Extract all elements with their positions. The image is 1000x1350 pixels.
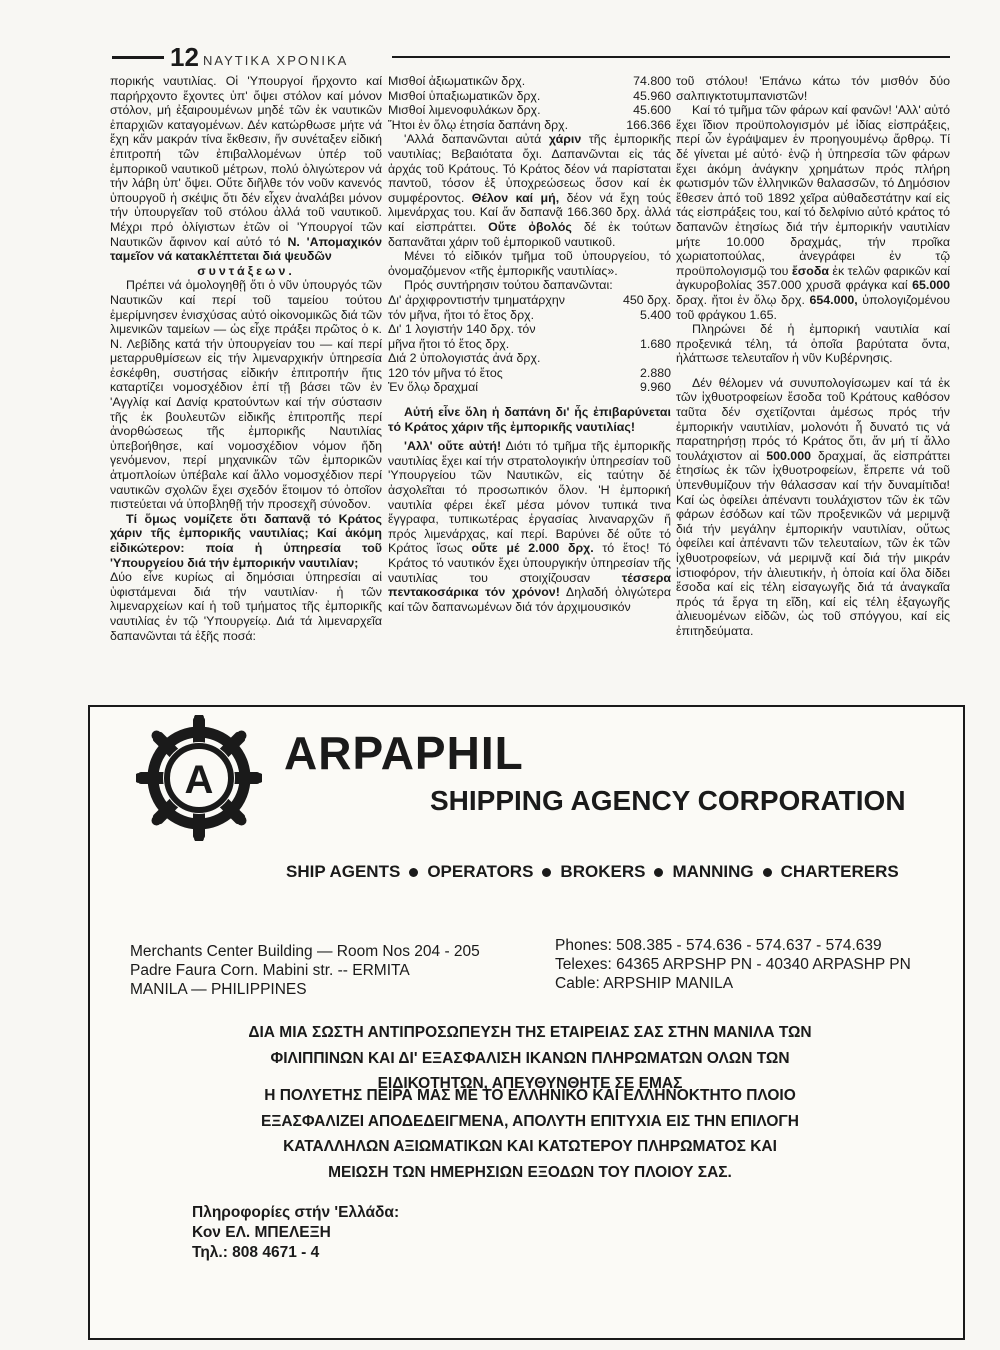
- cost-label: Δι' ἀρχιφροντιστήν τμηματάρχην: [388, 292, 565, 307]
- col2-text: Διότι τό τμῆμα τῆς ἐμπορικῆς ναυτιλίας ἔχει καί τήν στρατολογικήν ὑπηρεσίαν τοῦ 'Υπουργείου τῶν Ναυτικῶν, εἰς ταύτην δέ ἀσχολεῖται τό προσωπικόν ὅλον. 'Η ἐμπορική ναυτιλία φέρει ἐκεῖ μέσα μόνον τυπικά τινα ἔγγραφα, τυπικωτέρας ἐργασίας λιναναρχῶν ἤ πρός λιμενάρχας, καί περί. Βαρύνει δέ οὔτε τό Κράτος ἴσως: [388, 439, 671, 556]
- service-item: MANNING: [672, 862, 754, 881]
- cost-value: 9.960: [639, 380, 671, 395]
- ad-message-experience: [160, 1083, 900, 1185]
- col2-bold: χάριν: [548, 132, 582, 147]
- page-number: 12: [170, 42, 199, 72]
- cost-table: [388, 293, 671, 395]
- message-line: ΔΙΑ ΜΙΑ ΣΩΣΤΗ ΑΝΤΙΠΡΟΣΩΠΕΥΣΗ ΤΗΣ ΕΤΑΙΡΕΙΑΣ ΣΑΣ ΣΤΗΝ ΜΑΝΙΛΑ ΤΩΝ: [248, 1024, 812, 1041]
- col3-text: δραχ. ἤτοι ἐν ὅλῳ δρχ.: [676, 292, 810, 307]
- message-line: ΕΙΔΙΚΟΤΗΤΩΝ, ΑΠΕΥΘΥΝΘΗΤΕ ΣΕ ΕΜΑΣ: [377, 1075, 683, 1092]
- salary-row: [388, 74, 671, 89]
- col2-paragraph-5: [388, 439, 671, 614]
- company-brand: ARPAPHIL: [284, 727, 524, 779]
- cost-row: [388, 322, 671, 337]
- cost-row: [388, 293, 671, 308]
- salary-value: 74.800: [633, 74, 671, 88]
- col2-paragraph-1: [388, 132, 671, 249]
- header-rule-left: [112, 56, 164, 59]
- cost-row: [388, 308, 671, 323]
- col2-text: τό ἔτος! Τό Κράτος τό ναυτικόν ἔχει ὑπουργικήν ὑπηρεσίαν τῆς ναυτιλίας του στοιχίζουσαν: [388, 541, 671, 585]
- col3-paragraph-3: Πληρώνει δέ ἡ ἐμπορική ναυτιλία καί προξενικά τέλη, τά ὁποῖα βαρύτατα ὄντα, ἠλάττωσε τελευταῖον ἡ νῦν Κυβέρνησις.: [676, 322, 950, 366]
- col2-text: δέ ἐκ τούτων δαπανᾶται χάριν τοῦ ἐμπορικοῦ ναυτικοῦ.: [388, 219, 671, 249]
- col3-bold: 500.000: [766, 448, 811, 463]
- message-line: ΦΙΛΙΠΠΙΝΩΝ ΚΑΙ ΔΙ' ΕΞΑΣΦΑΛΙΣΗ ΙΚΑΝΩΝ ΠΛΗΡΩΜΑΤΩΝ ΟΛΩΝ ΤΩΝ: [270, 1049, 790, 1067]
- message-line: ΕΞΑΣΦΑΛΙΖΕΙ ΑΠΟΔΕΔΕΙΓΜΕΝΑ, ΑΠΟΛΥΤΗ ΕΠΙΤΥΧΙΑ ΕΙΣ ΤΗΝ ΕΠΙΛΟΓΗ: [261, 1112, 799, 1130]
- spacer: [676, 366, 950, 376]
- col2-bold: τέσσερα πεντακοσάρικα τόν χρόνον!: [388, 570, 671, 600]
- col2-bold: Θέλον καί μή,: [471, 190, 560, 205]
- contact-line: Phones: 508.385 - 574.636 - 574.637 - 574.639: [555, 937, 882, 954]
- col1-paragraph-2: Πρέπει νά ὁμολογηθῇ ὅτι ὁ νῦν ὑπουργός τῶν Ναυτικῶν καί περί τοῦ ταμείου τούτου ἐμερίμνησεν ἐνισχύσας αὐτό οἰκονομικῶς διά τῶν λιμενικῶν ταμείων — ὡς εἶχε πράξει πρῶτος ὁ κ. Ν. Λεβίδης κατά τήν ὑπουργείαν του — καί περί μεταρρυθμίσεων εἰς τήν λιμεναρχικήν ὑπηρεσία ἐσκέφθη, συστήσας εἰδικήν ἐπιτροπήν ἥτις καταρτίζει νομοσχέδιον ἐπί τῇ βάσει τῶν ἐν 'Αγγλίᾳ καί Δανίᾳ κρατούντων καί τήν σύστασιν τῆς ἐκ βουλευτῶν εἰδικῆς ἐπιτροπῆς περί ἀνορθώσεως τῆς ἐμπορικῆς Ναυτιλίας ὑπεβοήθησε, καί νομοσχέδιον νόμον ἤδη γενόμενον, περί μηχανικῶν τῶν ἐμπορικῶν ἀτμοπλοίων ὑπέβαλε καί ἄλλο νομοσχέδιον περί ναυτικῶν σχολῶν ἔχει σχεδόν ἕτοιμον τό ὁποῖον πιστεύεται νά ὑποβληθῇ τήν προσεχῆ σύνοδον.: [110, 278, 382, 512]
- service-item: SHIP AGENTS: [286, 862, 401, 881]
- col3-text: δραχμαί, ἅς εἰσπράττει ἐτησίως ἐκ τῶν ἰχθυοτροφείων, ἔπρεπε νά τοῦ ὑπενθυμίζουν τήν θάλασσαν καί τήν δυναμίτιδα! Καί ὡς ὀφείλει ἀπέναντι τουλάχιστον τῶν ἐκ τῶν φάρων ἐσόδων καί τῶν προξενικῶν νά μεριμνᾷ διά τήν μεγάλην ἐμπορικήν ναυτιλίαν, οὕτως ὀφείλει καί ἀπέναντι τῶν τελευταίων, τῶν ἐκ τῶν ἰχθυοτροφείων, νά μεριμνᾷ καί διά τήν μικράν ἱστιοφόρον, τήν ἁλιευτικήν, ἡ ὁποία καί ὅλα δίδει ἔσοδα καί εἰς τέλη εἰσαγωγῆς διά τά ἀναγκαῖα πρός τά ἔργα τη εἴδη, καί εἰς τέλη ἐξαγωγῆς ἁλιευομένων εἰδῶν, ὡς τοῦ σπόγγου, καί εἰς ἐπιτηδεύματα.: [676, 448, 950, 638]
- col2-emphasis: Αὐτή εἶνε ὅλη ἡ δαπάνη δι' ἧς ἐπιβαρύνεται τό Κράτος χάριν τῆς ἐμπορικῆς ναυτιλίας!: [388, 405, 671, 434]
- salary-label: Μισθοί λιμενοφυλάκων δρχ.: [388, 103, 541, 118]
- col1-bold: Ν. 'Απομαχικόν ταμεῖον νά κατακλέπτεται διά ψευδῶν: [110, 234, 383, 264]
- header-rule-right: [392, 56, 950, 58]
- col3-bold: 654.000,: [809, 292, 858, 307]
- publication-name: ΝΑΥΤΙΚΑ ΧΡΟΝΙΚΑ: [203, 53, 349, 68]
- company-contact: [555, 936, 911, 993]
- col3-text: Δέν θέλομεν νά συνυπολογίσωμεν καί τά ἐκ τῶν ἰχθυοτροφείων ἔσοδα τοῦ Κράτους καθόσον ταῦτα δέν σχετίζονται ἀμέσως πρός τήν ἐμπορικήν ναυτιλίαν, μολονότι ἦ δυνατό τις νά παρατηρήσῃ πρός τό Κράτος ὅτι, ἄν μή τί ἄλλο τουλάχιστον αἱ: [676, 375, 950, 463]
- salary-row: [388, 89, 671, 104]
- salary-label: Ἤτοι ἐν ὅλῳ ἐτησία δαπάνη δρχ.: [388, 117, 569, 132]
- col3-text: ὑπολογιζομένου τοῦ φράγκου 1.65.: [676, 292, 950, 322]
- service-item: BROKERS: [560, 862, 646, 881]
- spacer: [388, 395, 671, 405]
- col2-bold: Οὔτε ὀβολός: [488, 219, 572, 234]
- col1-paragraph-1: [110, 74, 382, 264]
- col2-bold: οὔτε μέ 2.000 δρχ.: [471, 541, 594, 556]
- col1-paragraph-4: Δύο εἶνε κυρίως αἱ δημόσιαι ὑπηρεσίαι αἱ ὑφιστάμεναι διά τήν ναυτιλίαν· ἡ τῶν λιμεναρχείων καί ἡ τοῦ τμήματος τῆς ἐμπορικῆς ναυτιλίας ἐν τῷ 'Υπουργείῳ. Διά τά λιμεναρχεῖα δαπανῶνται τά ἑξῆς ποσά:: [110, 570, 382, 643]
- info-line: Κον ΕΛ. ΜΠΕΛΕΞΗ: [192, 1224, 331, 1241]
- salary-value: 45.600: [633, 103, 671, 118]
- address-line: Padre Faura Corn. Mabini str. -- ERMITA: [130, 962, 410, 979]
- cost-label: 120 τόν μῆνα τό ἔτος: [388, 365, 503, 380]
- salary-row: [388, 103, 671, 118]
- salary-row: [388, 118, 671, 133]
- col3-text: Καί τό τμῆμα τῶν φάρων καί φανῶν! 'Αλλ' αὐτό ἔχει ἴδιον προϋπολογισμόν μέ ἰδίας εἰσπράξεις, περί ὧν ἐγράψαμεν ἐν προηγουμένῳ ἄρθρῳ. Τί δέ γίνεται μέ αὐτό· ἐνῷ ἡ ὑπηρεσία τῶν φάρων ἔχει ἀκόμη ἀνάγκην χρημάτων πρός πλήρη φωτισμόν τῶν ἑλληνικῶν θαλασσῶν, τό Δημόσιον ἔθεσεν ἀπό τοῦ 1892 χεῖρα αὐθαδεστάτην καί εἰς τάς εἰσπράξεις του, καί τό δελφίνιο αὐτό κράτος τό δαπανῶν ἐτησίως διά τήν ἐμπορικήν ναυτιλίαν μήτε 10.000 δραχμάς, τήν προῖκα χωριατοπούλας, ἀνεγράφει ἐν τῷ προϋπολογισμῷ του: [676, 103, 950, 278]
- col1-question: Τί ὅμως νομίζετε ὅτι δαπανᾷ τό Κράτος χάριν τῆς ἐμπορικῆς ναυτιλίας; Καί ἀκόμη εἰδικώτερον: ποία ἡ ὑπηρεσία τοῦ 'Υπουργείου διά τήν ἐμπορικήν ναυτιλίαν;: [110, 511, 382, 570]
- cost-value: 2.880: [639, 365, 671, 380]
- cost-row: [388, 380, 671, 395]
- article-column-1: [110, 74, 382, 643]
- cost-row: [388, 337, 671, 352]
- col3-bold: ἔσοδα: [791, 263, 829, 278]
- col2-bold: 'Αλλ' οὔτε αὐτή!: [404, 439, 502, 454]
- salary-table: [388, 74, 671, 132]
- message-line: ΚΑΤΑΛΛΗΛΩΝ ΑΞΙΩΜΑΤΙΚΩΝ ΚΑΙ ΚΑΤΩΤΕΡΟΥ ΠΛΗΡΩΜΑΤΟΣ ΚΑΙ: [283, 1138, 777, 1155]
- cost-value: 1.680: [639, 336, 671, 351]
- col2-text: 'Αλλά δαπανῶνται αὐτά: [404, 132, 549, 147]
- col3-paragraph-1: τοῦ στόλου! 'Επάνω κάτω τόν μισθόν δύο σαλπιγκτοτυμπανιστῶν!: [676, 74, 950, 103]
- info-line: Τηλ.: 808 4671 - 4: [192, 1244, 320, 1261]
- cost-value: 5.400: [639, 307, 671, 322]
- bullet-icon: [542, 868, 551, 877]
- article-column-2: [388, 74, 671, 614]
- cost-row: [388, 351, 671, 366]
- cost-label: Διά 2 ὑπολογιστάς ἀνά δρχ.: [388, 351, 541, 366]
- salary-label: Μισθοί ἀξιωματικῶν δρχ.: [388, 74, 526, 88]
- col2-paragraph-2: Μένει τό εἰδικόν τμῆμα τοῦ ὑπουργείου, τό ὀνομαζόμενον «τῆς ἐμπορικῆς ναυτιλίας».: [388, 249, 671, 278]
- salary-label: Μισθοί ὑπαξιωματικῶν δρχ.: [388, 88, 541, 103]
- col3-paragraph-2: [676, 103, 950, 322]
- col2-paragraph-3: Πρός συντήρησιν τούτου δαπανῶνται:: [404, 278, 613, 293]
- services-list: [286, 862, 899, 882]
- company-address: [130, 942, 480, 999]
- contact-line: Telexes: 64365 ARPSHP PN - 40340 ARPASHP PN: [555, 956, 911, 973]
- cost-label: Ἐν ὅλῳ δραχμαί: [388, 380, 478, 395]
- message-line: ΜΕΙΩΣΗ ΤΩΝ ΗΜΕΡΗΣΙΩΝ ΕΞΟΔΩΝ ΤΟΥ ΠΛΟΙΟΥ ΣΑΣ.: [328, 1163, 732, 1181]
- service-item: OPERATORS: [427, 862, 534, 881]
- col2-text: τῆς ἐμπορικῆς ναυτιλίας; Βεβαιότατα ὄχι. Δαπανῶνται εἰς τάς ἀρχάς τοῦ Κράτους. Τό Κράτος δέον νά παρίσταται παντοῦ, τόσον ἐξ ὑποχρεώσεως ὅσον καί ἐκ συμφέροντος.: [388, 132, 671, 205]
- company-subtitle: SHIPPING AGENCY CORPORATION: [430, 785, 906, 816]
- col3-text: ἐκ τελῶν φαρικῶν καί ἀγκυροβολίας 357.000 χρυσᾶ φράγκα καί: [676, 263, 951, 293]
- col3-paragraph-4: [676, 376, 950, 639]
- salary-value: 166.366: [626, 117, 671, 132]
- contact-line: Cable: ARPSHIP MANILA: [555, 975, 734, 992]
- message-line: Η ΠΟΛΥΕΤΗΣ ΠΕΙΡΑ ΜΑΣ ΜΕ ΤΟ ΕΛΛΗΝΙΚΟ ΚΑΙ ΕΛΛΗΝΟΚΤΗΤΟ ΠΛΟΙΟ: [264, 1087, 796, 1104]
- service-item: CHARTERERS: [780, 862, 899, 881]
- cost-row: [388, 366, 671, 381]
- col1-spaced-word: συντάξεων.: [197, 263, 295, 278]
- salary-value: 45.960: [633, 88, 671, 103]
- logo-letter: A: [184, 758, 214, 802]
- info-line: Πληροφορίες στήν 'Ελλάδα:: [192, 1204, 400, 1221]
- cost-label: τόν μῆνα, ἤτοι τό ἔτος δρχ.: [388, 307, 535, 322]
- col2-text: Δηλαδή ὀλιγώτερα καί τῶν δαπανωμένων διά τόν ἀρχιμουσικόν: [388, 585, 671, 614]
- bullet-icon: [763, 868, 772, 877]
- bullet-icon: [409, 868, 418, 877]
- cost-label: Δι' 1 λογιστήν 140 δρχ. τόν: [388, 322, 536, 337]
- col1-text: πορικής ναυτιλίας. Οἱ 'Υπουργοί ἤρχοντο καί παρήρχοντο ἔχοντες ὑπ' ὄψει στόλον καί μόνον στόλον, μή ἐξαιρουμένων μηδέ τῶν ἐκ ναυτικῶν ἐπαρχιῶν καταγομένων. Δέν κατώρθωσε μήτε νά ἔχη κἄν μακράν τίνα ἔκθεσιν, ἥν συνέταξεν εἰδική ἐπιτροπή τῶν ἐπιβαλλομένων ὑπέρ τοῦ ἐμπορικοῦ ναυτικοῦ μέτρων, πολύ ὀλιγώτερον νά τήν λάβη ὑπ' ὄψει. Οὔτε διῆλθε τόν νοῦν κανενός ὑπουργοῦ ἡ σκέψις ὅτι δέν εἶχεν ἀναλάβει μόνον τήν ὑπουργεῖαν τοῦ στόλου ἀλλά τοῦ ναυτικοῦ. Μέχρι πρό ὀλίγιστων ἐτῶν οἱ 'Υπουργοί τῶν Ναυτικῶν ἄφινον καί αὐτό τό: [110, 74, 382, 249]
- address-line: Merchants Center Building — Room Nos 204 - 205: [130, 943, 480, 960]
- col2-text: δέον νά ἔχη τούς λιμενάρχας του. Καί ἄν δαπανᾷ 166.360 δρχ. ἀλλά καί εἰσπράττει.: [388, 190, 671, 234]
- cost-value: 450 δρχ.: [622, 292, 671, 307]
- col3-bold: 65.000: [912, 278, 950, 293]
- greece-contact-info: [192, 1203, 399, 1263]
- article-column-3: [676, 74, 950, 639]
- ships-wheel-logo-icon: [136, 715, 262, 841]
- cost-label: μῆνα ἤτοι τό ἔτος δρχ.: [388, 336, 510, 351]
- bullet-icon: [654, 868, 663, 877]
- address-line: MANILA — PHILIPPINES: [130, 981, 307, 998]
